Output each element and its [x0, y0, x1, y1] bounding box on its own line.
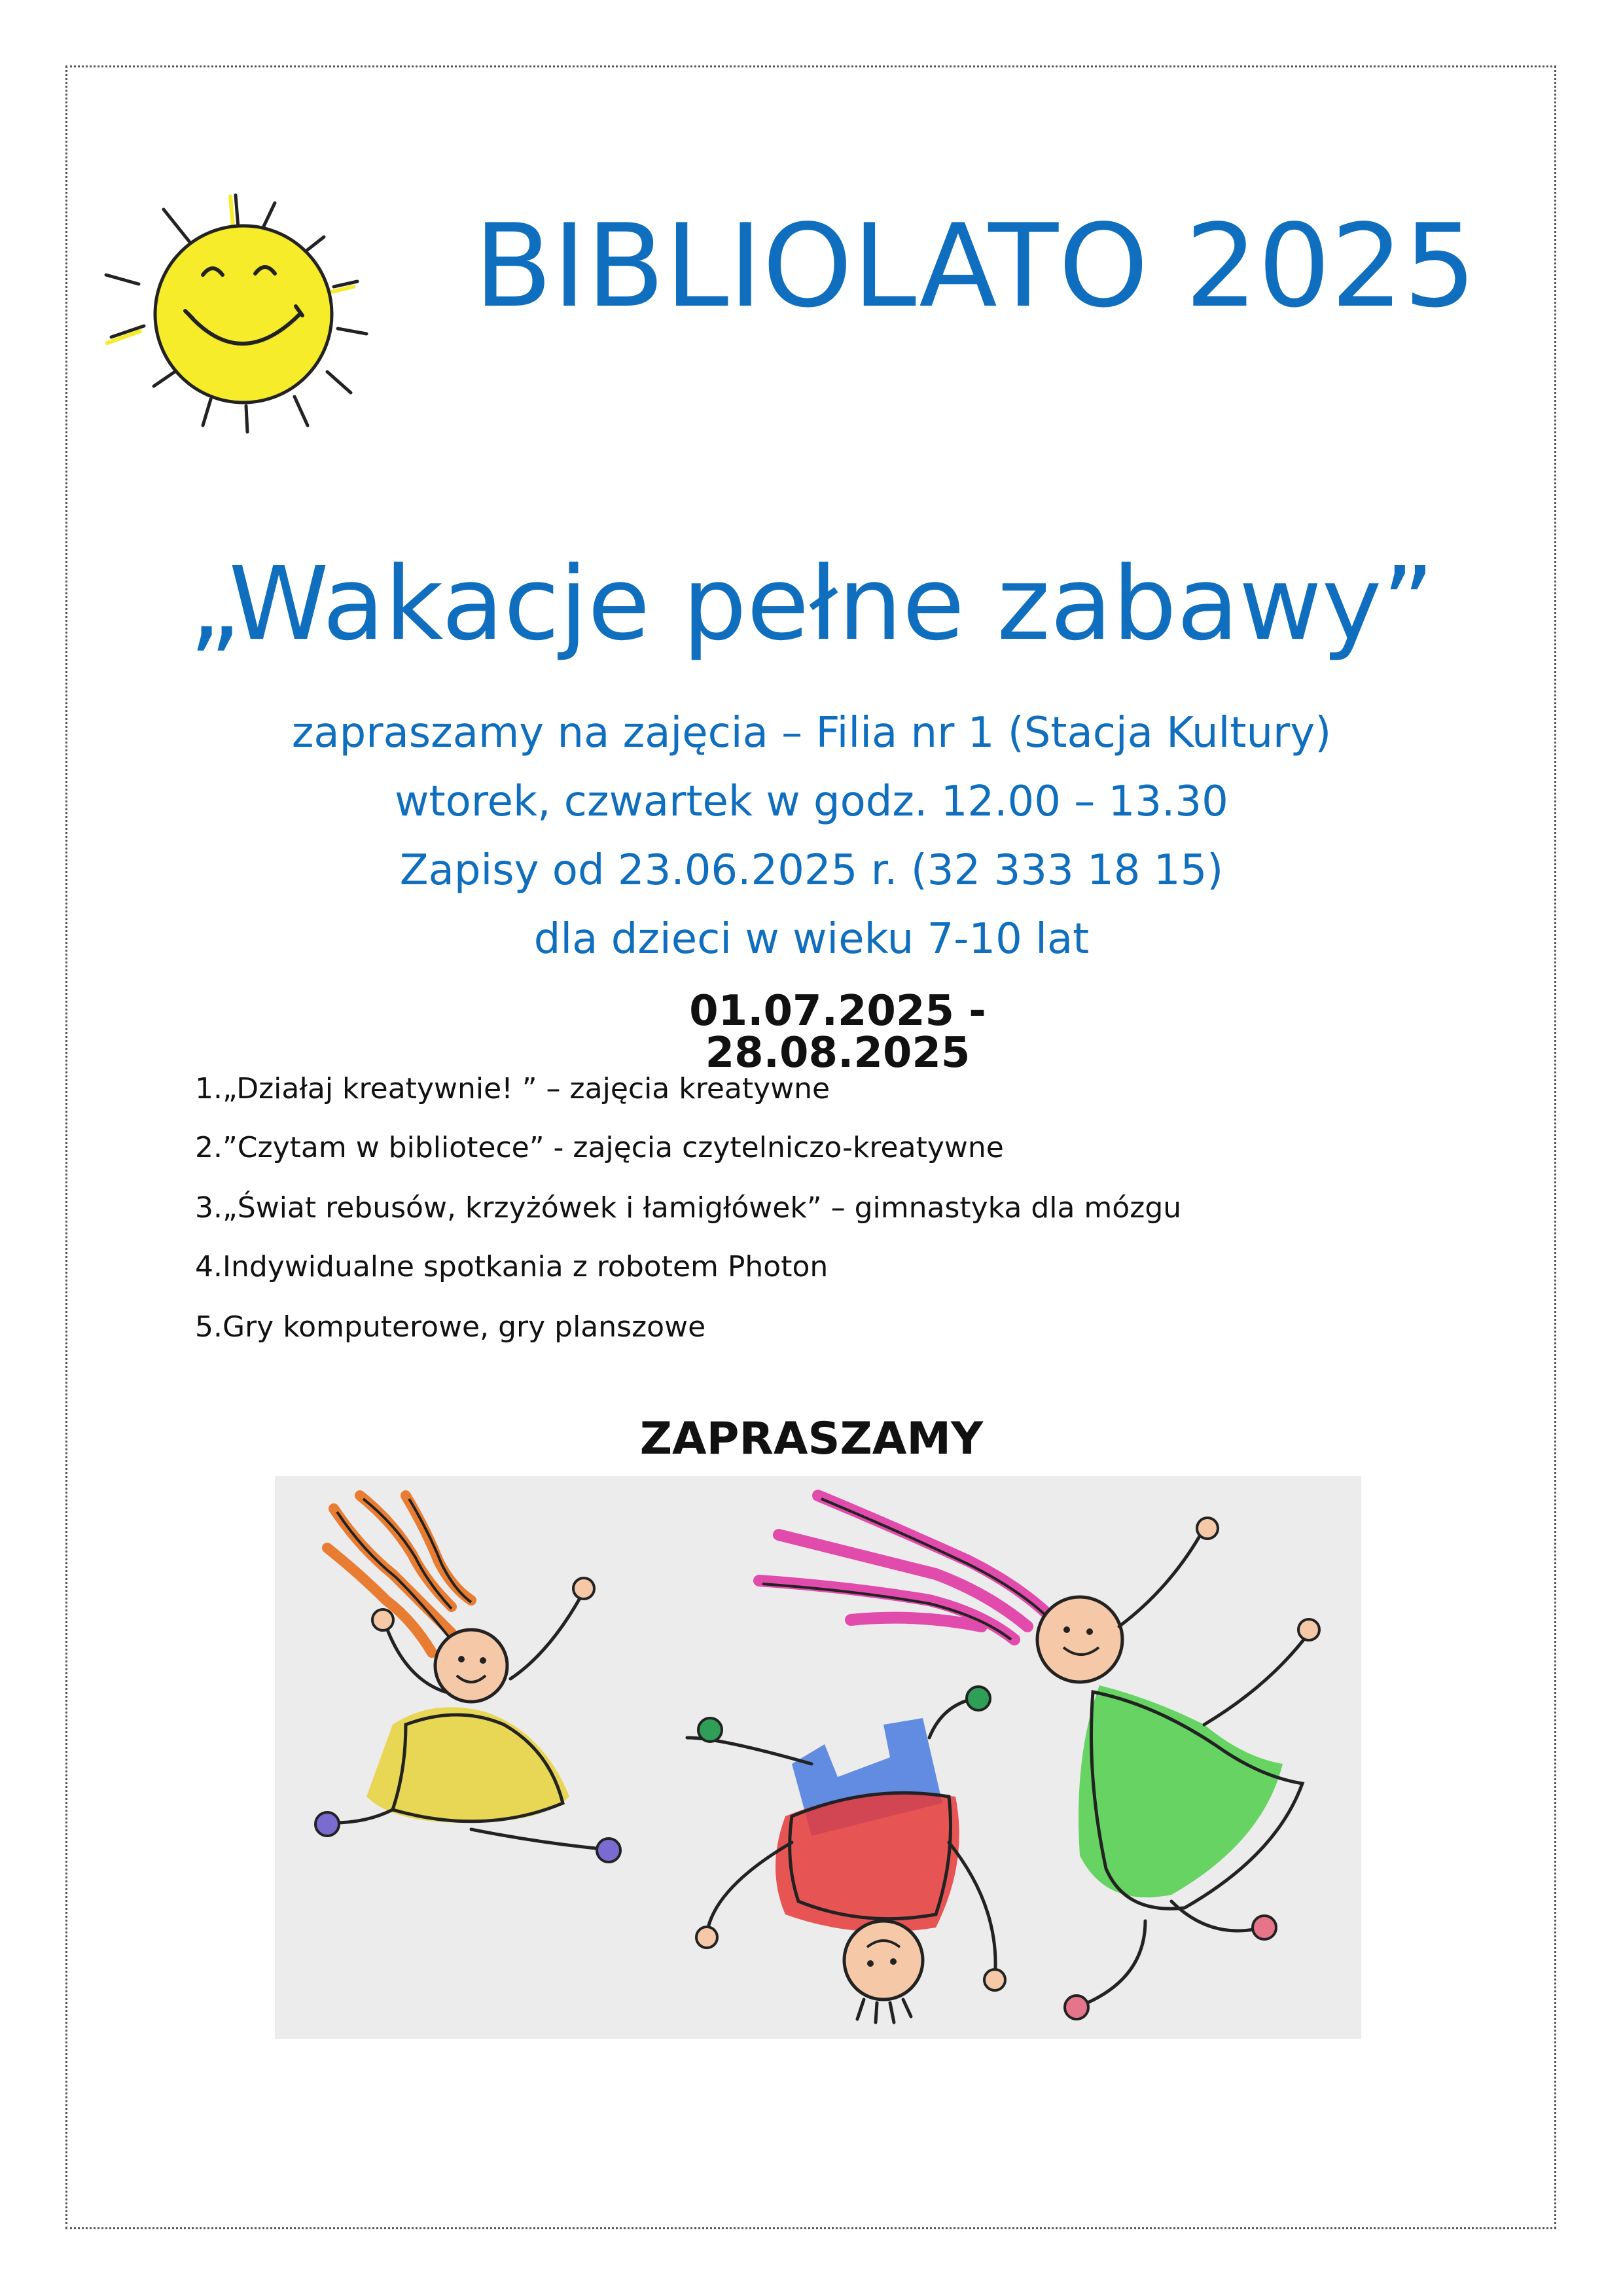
smiling-sun-icon [92, 177, 406, 452]
program-item: 5.Gry komputerowe, gry planszowe [195, 1310, 706, 1344]
info-line-age: dla dzieci w wieku 7-10 lat [533, 915, 1090, 963]
program-item: 4.Indywidualne spotkania z robotem Photon [195, 1250, 829, 1283]
info-line-registration: Zapisy od 23.06.2025 r. (32 333 18 15) [399, 846, 1224, 895]
program-item: 1.„Działaj kreatywnie! ” – zajęcia kreatywne [195, 1072, 830, 1105]
info-line-location: zapraszamy na zajęcia – Filia nr 1 (Stacja Kultury) [291, 709, 1332, 757]
program-item: 2.”Czytam w bibliotece” - zajęcia czytelniczo-kreatywne [195, 1131, 1004, 1164]
poster-title: BIBLIOLATO 2025 [474, 200, 1476, 333]
closing-invitation: ZAPRASZAMY [639, 1413, 984, 1465]
poster-subtitle: „Wakacje pełne zabawy” [188, 545, 1435, 663]
info-line-schedule: wtorek, czwartek w godz. 12.00 – 13.30 [395, 778, 1228, 826]
dancing-children-illustration [275, 1476, 1361, 2039]
event-dates: 01.07.2025 - 28.08.2025 [689, 987, 986, 1077]
program-item: 3.„Świat rebusów, krzyżówek i łamigłówek” – gimnastyka dla mózgu [195, 1191, 1182, 1225]
